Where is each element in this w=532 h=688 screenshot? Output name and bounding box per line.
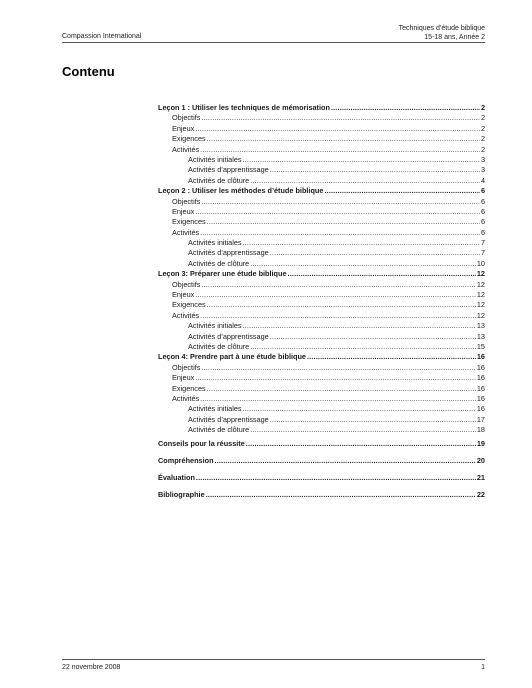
header-organization: Compassion International bbox=[62, 33, 142, 40]
toc-subsection-entry[interactable] bbox=[158, 394, 485, 404]
toc-dot-leader bbox=[195, 290, 476, 299]
toc-dot-leader bbox=[201, 280, 475, 289]
toc-entry-title: Leçon 4: Prendre part à une étude biblique bbox=[158, 352, 306, 362]
toc-dot-leader bbox=[250, 425, 476, 434]
toc-entry-title: Conseils pour la réussite bbox=[158, 438, 245, 448]
toc-entry-title: Compréhension bbox=[158, 455, 214, 465]
toc-page-number: 12 bbox=[476, 310, 485, 320]
toc-page-number: 12 bbox=[476, 269, 485, 279]
toc-subsection-entry[interactable] bbox=[158, 373, 485, 383]
toc-page-number: 16 bbox=[476, 352, 485, 362]
toc-entry-title: Leçon 1 : Utiliser les techniques de mémorisation bbox=[158, 103, 330, 112]
toc-dot-leader bbox=[250, 342, 476, 351]
toc-entry-title: Activités bbox=[172, 393, 200, 403]
toc-entry-title: Enjeux bbox=[172, 206, 195, 216]
toc-entry-title: Évaluation bbox=[158, 472, 195, 482]
toc-page-number: 16 bbox=[476, 393, 485, 403]
toc-dot-leader bbox=[243, 238, 480, 247]
toc-entry-title: Activités initiales bbox=[188, 321, 242, 331]
toc-dot-leader bbox=[270, 332, 476, 341]
toc-page-number: 20 bbox=[476, 455, 485, 465]
toc-page-number: 12 bbox=[476, 279, 485, 289]
toc-dot-leader bbox=[250, 176, 480, 185]
toc-section-entry[interactable] bbox=[158, 352, 485, 362]
toc-entry-title: Activités initiales bbox=[188, 238, 242, 248]
toc-dot-leader bbox=[243, 155, 480, 164]
header-document-info bbox=[399, 24, 485, 42]
toc-entry-title: Activités d’apprentissage bbox=[188, 165, 269, 175]
toc-entry-title: Activités de clôture bbox=[188, 258, 250, 268]
toc-section-entry[interactable] bbox=[158, 490, 485, 504]
toc-page-number: 16 bbox=[476, 404, 485, 414]
toc-subsection-entry[interactable] bbox=[158, 134, 485, 144]
toc-subsection-entry[interactable] bbox=[158, 197, 485, 207]
toc-dot-leader bbox=[195, 373, 476, 382]
toc-section-entry[interactable] bbox=[158, 473, 485, 487]
toc-subsubsection-entry[interactable] bbox=[158, 238, 485, 248]
page-title: Contenu bbox=[62, 64, 115, 79]
toc-page-number: 3 bbox=[480, 165, 485, 175]
header-document-title: Techniques d’étude biblique bbox=[398, 25, 485, 32]
toc-page-number: 21 bbox=[476, 472, 485, 482]
toc-dot-leader bbox=[243, 321, 476, 330]
toc-page-number: 18 bbox=[476, 425, 485, 435]
toc-subsection-entry[interactable] bbox=[158, 145, 485, 155]
toc-page-number: 19 bbox=[476, 438, 485, 448]
toc-page-number: 6 bbox=[480, 227, 485, 237]
toc-subsubsection-entry[interactable] bbox=[158, 415, 485, 425]
toc-entry-title: Activités bbox=[172, 227, 200, 237]
toc-page-number: 7 bbox=[480, 248, 485, 258]
toc-dot-leader bbox=[307, 352, 476, 361]
toc-entry-title: Enjeux bbox=[172, 373, 195, 383]
toc-subsubsection-entry[interactable] bbox=[158, 425, 485, 435]
toc-section-entry[interactable] bbox=[158, 439, 485, 453]
toc-entry-title: Exigences bbox=[172, 383, 206, 393]
toc-dot-leader bbox=[207, 384, 476, 393]
toc-dot-leader bbox=[207, 134, 480, 143]
toc-entry-title: Activités de clôture bbox=[188, 175, 250, 185]
toc-page-number: 6 bbox=[480, 196, 485, 206]
toc-dot-leader bbox=[201, 363, 475, 372]
toc-page-number: 12 bbox=[476, 290, 485, 300]
toc-entry-title: Objectifs bbox=[172, 279, 201, 289]
toc-entry-title: Enjeux bbox=[172, 123, 195, 133]
toc-dot-leader bbox=[246, 439, 476, 448]
toc-entry-title: Leçon 2 : Utiliser les méthodes d’étude biblique bbox=[158, 186, 324, 196]
toc-entry-title: Enjeux bbox=[172, 290, 195, 300]
toc-subsection-entry[interactable] bbox=[158, 311, 485, 321]
toc-dot-leader bbox=[201, 197, 480, 206]
toc-section-entry[interactable] bbox=[158, 269, 485, 279]
toc-dot-leader bbox=[200, 311, 476, 320]
toc-dot-leader bbox=[324, 186, 480, 195]
toc-subsection-entry[interactable] bbox=[158, 280, 485, 290]
toc-entry-title: Activités initiales bbox=[188, 154, 242, 164]
footer-date: 22 novembre 2008 bbox=[62, 664, 121, 671]
toc-entry-title: Bibliographie bbox=[158, 489, 205, 499]
toc-subsubsection-entry[interactable] bbox=[158, 165, 485, 175]
toc-dot-leader bbox=[288, 269, 476, 278]
toc-subsubsection-entry[interactable] bbox=[158, 248, 485, 258]
toc-section-entry[interactable] bbox=[158, 456, 485, 470]
toc-dot-leader bbox=[200, 145, 480, 154]
toc-dot-leader bbox=[195, 207, 480, 216]
toc-entry-title: Activités initiales bbox=[188, 404, 242, 414]
toc-page-number: 12 bbox=[476, 300, 485, 310]
toc-dot-leader bbox=[331, 103, 480, 112]
toc-page-number: 6 bbox=[480, 217, 485, 227]
toc-dot-leader bbox=[243, 404, 476, 413]
toc-section-entry[interactable] bbox=[158, 186, 485, 196]
toc-entry-title: Objectifs bbox=[172, 362, 201, 372]
toc-entry-title: Activités d’apprentissage bbox=[188, 248, 269, 258]
toc-dot-leader bbox=[201, 113, 480, 122]
toc-entry-title: Objectifs bbox=[172, 196, 201, 206]
toc-dot-leader bbox=[207, 217, 480, 226]
toc-page-number: 17 bbox=[476, 414, 485, 424]
toc-page-number: 13 bbox=[476, 331, 485, 341]
toc-entry-title: Activités bbox=[172, 310, 200, 320]
toc-dot-leader bbox=[270, 415, 476, 424]
toc-subsection-entry[interactable] bbox=[158, 217, 485, 227]
toc-page-number: 2 bbox=[480, 103, 485, 112]
toc-dot-leader bbox=[270, 248, 480, 257]
toc-dot-leader bbox=[196, 473, 476, 482]
toc-entry-title: Exigences bbox=[172, 217, 206, 227]
toc-entry-title: Activités d’apprentissage bbox=[188, 331, 269, 341]
toc-subsubsection-entry[interactable] bbox=[158, 176, 485, 186]
toc-page-number: 7 bbox=[480, 238, 485, 248]
toc-entry-title: Activités d’apprentissage bbox=[188, 414, 269, 424]
header-divider bbox=[62, 42, 485, 43]
toc-subsubsection-entry[interactable] bbox=[158, 259, 485, 269]
toc-subsubsection-entry[interactable] bbox=[158, 155, 485, 165]
toc-page-number: 3 bbox=[480, 154, 485, 164]
toc-dot-leader bbox=[270, 165, 480, 174]
toc-entry-title: Activités de clôture bbox=[188, 341, 250, 351]
toc-subsubsection-entry[interactable] bbox=[158, 332, 485, 342]
toc-page-number: 2 bbox=[480, 113, 485, 123]
toc-subsection-entry[interactable] bbox=[158, 113, 485, 123]
toc-subsection-entry[interactable] bbox=[158, 207, 485, 217]
toc-dot-leader bbox=[207, 300, 476, 309]
toc-page-number: 22 bbox=[476, 489, 485, 499]
footer-divider bbox=[62, 659, 485, 660]
toc-dot-leader bbox=[215, 456, 476, 465]
toc-page-number: 16 bbox=[476, 373, 485, 383]
toc-subsection-entry[interactable] bbox=[158, 124, 485, 134]
toc-dot-leader bbox=[200, 228, 480, 237]
toc-page-number: 2 bbox=[480, 123, 485, 133]
toc-subsection-entry[interactable] bbox=[158, 290, 485, 300]
table-of-contents bbox=[158, 103, 485, 504]
footer-page-number: 1 bbox=[481, 664, 485, 671]
toc-entry-title: Activités bbox=[172, 144, 200, 154]
toc-dot-leader bbox=[250, 259, 476, 268]
toc-entry-title: Activités de clôture bbox=[188, 425, 250, 435]
toc-entry-title: Exigences bbox=[172, 134, 206, 144]
toc-dot-leader bbox=[206, 490, 476, 499]
toc-dot-leader bbox=[200, 394, 476, 403]
toc-section-entry[interactable] bbox=[158, 103, 485, 113]
toc-page-number: 2 bbox=[480, 144, 485, 154]
toc-entry-title: Exigences bbox=[172, 300, 206, 310]
toc-page-number: 16 bbox=[476, 362, 485, 372]
toc-page-number: 16 bbox=[476, 383, 485, 393]
toc-page-number: 10 bbox=[476, 258, 485, 268]
toc-page-number: 13 bbox=[476, 321, 485, 331]
toc-page-number: 6 bbox=[480, 206, 485, 216]
toc-subsubsection-entry[interactable] bbox=[158, 404, 485, 414]
header-age-year: 15-18 ans, Année 2 bbox=[424, 34, 485, 41]
toc-entry-title: Leçon 3: Préparer une étude biblique bbox=[158, 269, 287, 279]
toc-subsection-entry[interactable] bbox=[158, 363, 485, 373]
toc-page-number: 4 bbox=[480, 175, 485, 185]
toc-subsection-entry[interactable] bbox=[158, 384, 485, 394]
toc-page-number: 2 bbox=[480, 134, 485, 144]
toc-page-number: 15 bbox=[476, 341, 485, 351]
toc-entry-title: Objectifs bbox=[172, 113, 201, 123]
toc-page-number: 6 bbox=[480, 186, 485, 196]
toc-subsection-entry[interactable] bbox=[158, 228, 485, 238]
toc-subsection-entry[interactable] bbox=[158, 300, 485, 310]
toc-dot-leader bbox=[195, 124, 480, 133]
toc-subsubsection-entry[interactable] bbox=[158, 321, 485, 331]
toc-subsubsection-entry[interactable] bbox=[158, 342, 485, 352]
